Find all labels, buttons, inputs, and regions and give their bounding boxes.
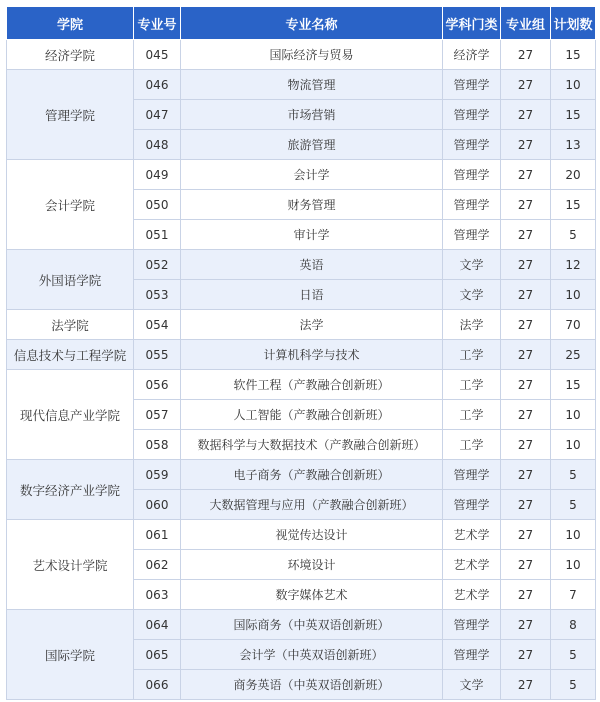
plan-count-cell: 7: [551, 580, 596, 610]
discipline-cell: 管理学: [443, 70, 501, 100]
discipline-cell: 管理学: [443, 100, 501, 130]
major-group-cell: 27: [501, 130, 551, 160]
plan-count-cell: 8: [551, 610, 596, 640]
major-code-cell: 060: [134, 490, 181, 520]
major-name-cell: 环境设计: [181, 550, 443, 580]
major-name-cell: 大数据管理与应用（产教融合创新班）: [181, 490, 443, 520]
plan-count-cell: 10: [551, 400, 596, 430]
discipline-cell: 文学: [443, 280, 501, 310]
college-cell: 信息技术与工程学院: [7, 340, 134, 370]
plan-count-cell: 15: [551, 100, 596, 130]
major-code-cell: 048: [134, 130, 181, 160]
major-name-cell: 电子商务（产教融合创新班）: [181, 460, 443, 490]
major-code-cell: 057: [134, 400, 181, 430]
discipline-cell: 工学: [443, 340, 501, 370]
major-code-cell: 062: [134, 550, 181, 580]
discipline-cell: 艺术学: [443, 550, 501, 580]
major-group-cell: 27: [501, 70, 551, 100]
major-group-cell: 27: [501, 160, 551, 190]
major-group-cell: 27: [501, 280, 551, 310]
major-name-cell: 国际经济与贸易: [181, 40, 443, 70]
major-group-cell: 27: [501, 460, 551, 490]
major-code-cell: 045: [134, 40, 181, 70]
college-cell: 国际学院: [7, 610, 134, 700]
discipline-cell: 管理学: [443, 640, 501, 670]
major-group-cell: 27: [501, 670, 551, 700]
plan-count-cell: 12: [551, 250, 596, 280]
discipline-cell: 管理学: [443, 130, 501, 160]
major-group-cell: 27: [501, 250, 551, 280]
major-name-cell: 商务英语（中英双语创新班）: [181, 670, 443, 700]
major-name-cell: 物流管理: [181, 70, 443, 100]
major-name-cell: 会计学（中英双语创新班）: [181, 640, 443, 670]
table-row: [7, 460, 596, 490]
header-college: 学院: [7, 7, 134, 40]
major-code-cell: 055: [134, 340, 181, 370]
major-code-cell: 058: [134, 430, 181, 460]
major-code-cell: 063: [134, 580, 181, 610]
major-name-cell: 计算机科学与技术: [181, 340, 443, 370]
plan-count-cell: 10: [551, 520, 596, 550]
major-code-cell: 059: [134, 460, 181, 490]
major-group-cell: 27: [501, 40, 551, 70]
plan-count-cell: 15: [551, 370, 596, 400]
major-name-cell: 软件工程（产教融合创新班）: [181, 370, 443, 400]
major-code-cell: 065: [134, 640, 181, 670]
major-group-cell: 27: [501, 490, 551, 520]
table-row: [7, 340, 596, 370]
discipline-cell: 管理学: [443, 490, 501, 520]
plan-count-cell: 15: [551, 40, 596, 70]
table-row: [7, 160, 596, 190]
header-major-group: 专业组: [501, 7, 551, 40]
discipline-cell: 文学: [443, 670, 501, 700]
plan-count-cell: 5: [551, 640, 596, 670]
major-name-cell: 视觉传达设计: [181, 520, 443, 550]
discipline-cell: 法学: [443, 310, 501, 340]
table-header-row: [7, 7, 596, 40]
major-name-cell: 旅游管理: [181, 130, 443, 160]
major-group-cell: 27: [501, 220, 551, 250]
major-group-cell: 27: [501, 580, 551, 610]
major-code-cell: 046: [134, 70, 181, 100]
major-code-cell: 054: [134, 310, 181, 340]
table-row: [7, 250, 596, 280]
major-group-cell: 27: [501, 340, 551, 370]
major-name-cell: 数据科学与大数据技术（产教融合创新班）: [181, 430, 443, 460]
major-code-cell: 053: [134, 280, 181, 310]
college-cell: 外国语学院: [7, 250, 134, 310]
table-row: [7, 40, 596, 70]
major-code-cell: 050: [134, 190, 181, 220]
discipline-cell: 管理学: [443, 460, 501, 490]
plan-count-cell: 10: [551, 430, 596, 460]
header-major-name: 专业名称: [181, 7, 443, 40]
college-cell: 法学院: [7, 310, 134, 340]
table-row: [7, 520, 596, 550]
header-plan-count: 计划数: [551, 7, 596, 40]
discipline-cell: 管理学: [443, 190, 501, 220]
major-name-cell: 国际商务（中英双语创新班）: [181, 610, 443, 640]
major-group-cell: 27: [501, 400, 551, 430]
major-group-cell: 27: [501, 370, 551, 400]
college-cell: 艺术设计学院: [7, 520, 134, 610]
discipline-cell: 管理学: [443, 220, 501, 250]
major-name-cell: 英语: [181, 250, 443, 280]
college-cell: 会计学院: [7, 160, 134, 250]
plan-count-cell: 5: [551, 670, 596, 700]
discipline-cell: 艺术学: [443, 580, 501, 610]
major-group-cell: 27: [501, 520, 551, 550]
plan-count-cell: 5: [551, 460, 596, 490]
plan-count-cell: 20: [551, 160, 596, 190]
major-group-cell: 27: [501, 190, 551, 220]
header-discipline: 学科门类: [443, 7, 501, 40]
discipline-cell: 工学: [443, 430, 501, 460]
plan-count-cell: 70: [551, 310, 596, 340]
plan-count-cell: 5: [551, 490, 596, 520]
college-cell: 现代信息产业学院: [7, 370, 134, 460]
college-cell: 管理学院: [7, 70, 134, 160]
plan-count-cell: 25: [551, 340, 596, 370]
admission-plan-table: [6, 6, 596, 700]
discipline-cell: 管理学: [443, 610, 501, 640]
major-group-cell: 27: [501, 640, 551, 670]
major-group-cell: 27: [501, 430, 551, 460]
plan-count-cell: 10: [551, 70, 596, 100]
major-group-cell: 27: [501, 610, 551, 640]
discipline-cell: 经济学: [443, 40, 501, 70]
table-body: [7, 40, 596, 700]
major-name-cell: 会计学: [181, 160, 443, 190]
table-row: [7, 370, 596, 400]
major-name-cell: 审计学: [181, 220, 443, 250]
major-name-cell: 日语: [181, 280, 443, 310]
major-name-cell: 市场营销: [181, 100, 443, 130]
major-group-cell: 27: [501, 100, 551, 130]
major-name-cell: 数字媒体艺术: [181, 580, 443, 610]
admission-plan-table-wrapper: [6, 6, 596, 700]
discipline-cell: 管理学: [443, 160, 501, 190]
plan-count-cell: 13: [551, 130, 596, 160]
plan-count-cell: 10: [551, 280, 596, 310]
major-group-cell: 27: [501, 550, 551, 580]
major-code-cell: 061: [134, 520, 181, 550]
major-name-cell: 财务管理: [181, 190, 443, 220]
major-code-cell: 051: [134, 220, 181, 250]
major-code-cell: 049: [134, 160, 181, 190]
major-name-cell: 人工智能（产教融合创新班）: [181, 400, 443, 430]
table-row: [7, 70, 596, 100]
major-code-cell: 056: [134, 370, 181, 400]
major-code-cell: 066: [134, 670, 181, 700]
discipline-cell: 文学: [443, 250, 501, 280]
discipline-cell: 艺术学: [443, 520, 501, 550]
major-code-cell: 064: [134, 610, 181, 640]
plan-count-cell: 15: [551, 190, 596, 220]
discipline-cell: 工学: [443, 370, 501, 400]
major-name-cell: 法学: [181, 310, 443, 340]
header-major-code: 专业号: [134, 7, 181, 40]
plan-count-cell: 10: [551, 550, 596, 580]
table-row: [7, 610, 596, 640]
discipline-cell: 工学: [443, 400, 501, 430]
major-group-cell: 27: [501, 310, 551, 340]
table-row: [7, 310, 596, 340]
major-code-cell: 052: [134, 250, 181, 280]
college-cell: 经济学院: [7, 40, 134, 70]
college-cell: 数字经济产业学院: [7, 460, 134, 520]
plan-count-cell: 5: [551, 220, 596, 250]
major-code-cell: 047: [134, 100, 181, 130]
